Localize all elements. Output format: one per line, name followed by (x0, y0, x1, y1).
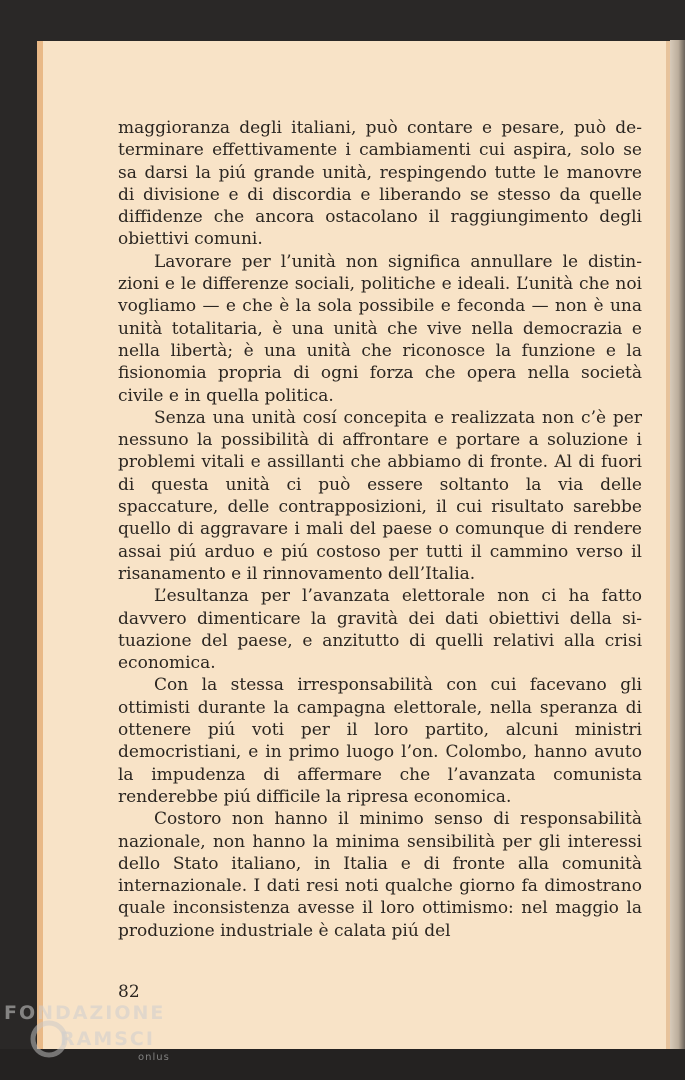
paragraph-2: Lavorare per l’unità non significa annullare le distinzioni e le differenze sociali, politiche e ideali. L’unità che noi vogliamo — e che è la sola possibile e feconda — non è una unità totalitaria, è una unità che vive nella democrazia e nella libertà; è una unità che riconosce la funzione e la fisionomia propria di ogni forza che opera nella società civile e in quella politica. (118, 251, 642, 406)
paragraph-4: L’esultanza per l’avanzata elettorale non ci ha fatto davvero dimenticare la gravità dei dati obiettivi della situazione del paese, e anzitutto di quelli relativi alla crisi economica. (118, 586, 642, 674)
paragraph-6: Costoro non hanno il minimo senso di responsabilità nazionale, non hanno la minima sensibilità per gli interessi dello Stato italiano, in Italia e di fronte alla comunità internazionale. I dati resi noti qualche giorno fa dimostrano quale inconsistenza avesse il loro ottimismo: nel maggio la produzione industriale è calata piú del (118, 809, 642, 941)
page-edge (670, 40, 685, 1052)
watermark-logo (4, 1002, 174, 1074)
page-number: 82 (118, 982, 140, 1002)
paragraph-1: maggioranza degli italiani, può contare e pesare, può determinare effettivamente i cambiamenti cui aspira, solo se sa darsi la piú grande unità, respingendo tutte le manovre di divisione e di discordia e liberando se stesso da quelle diffidenze che ancora ostacolano il raggiungimento degli obiettivi comuni. (118, 118, 642, 250)
watermark-line-2: RAMSCI (60, 1028, 155, 1050)
paragraph-3: Senza una unità cosí concepita e realizzata non c’è per nessuno la possibilità di affrontare e portare a soluzione i problemi vitali e assillanti che abbiamo di fronte. Al di fuori di questa unità ci può essere soltanto la via delle spaccature, delle contrapposizioni, il cui risultato sarebbe quello di aggravare i mali del paese o comunque di rendere assai piú arduo e piú costoso per tutti il cammino verso il risanamento e il rinnovamento dell’Italia. (118, 407, 642, 584)
watermark-line-1: FONDAZIONE (4, 1002, 166, 1024)
body-text (118, 117, 642, 942)
paragraph-5: Con la stessa irresponsabilità con cui facevano gli ottimisti durante la campagna elettorale, nella speranza di ottenere piú voti per il loro partito, alcuni ministri democristiani, e in primo luogo l’on. Colombo, hanno avuto la impudenza di affermare che l’avanzata comunista renderebbe piú difficile la ripresa economica. (118, 675, 642, 807)
watermark-sub: onlus (138, 1052, 170, 1063)
